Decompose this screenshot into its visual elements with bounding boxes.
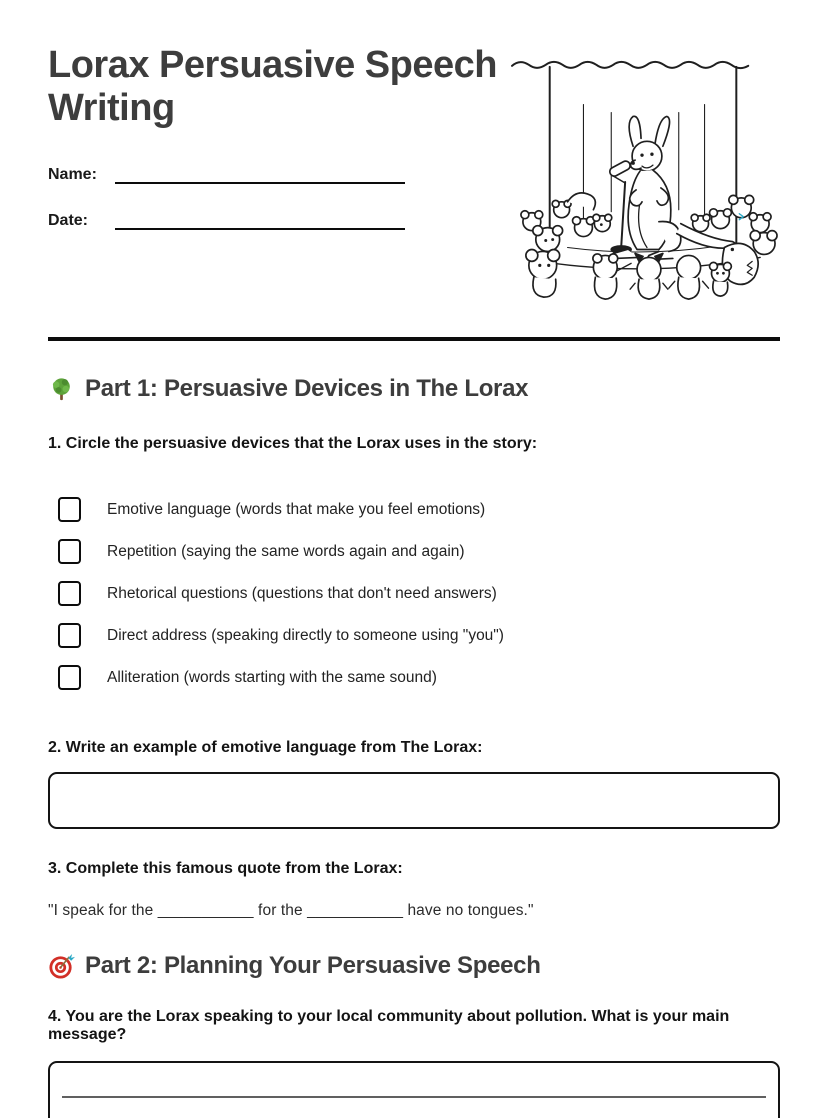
option-repetition[interactable] (58, 539, 780, 564)
question4-answer-box[interactable] (48, 1061, 780, 1118)
date-input[interactable] (115, 210, 405, 230)
name-label: Name: (48, 165, 97, 183)
question3-prompt: 3. Complete this famous quote from the Lorax: (48, 860, 403, 877)
checkbox-icon[interactable] (58, 581, 81, 606)
option-emotive-language[interactable] (58, 497, 780, 522)
question2-answer-box[interactable] (48, 772, 780, 829)
section-divider (48, 337, 780, 341)
question4-prompt: 4. You are the Lorax speaking to your local community about pollution. What is your main message? (48, 1008, 730, 1043)
option-label: Repetition (saying the same words again and again) (107, 542, 465, 560)
checkbox-icon[interactable] (58, 665, 81, 690)
target-icon (48, 953, 75, 980)
header-left (48, 44, 510, 230)
part2-heading-label: Part 2: Planning Your Persuasive Speech (85, 952, 541, 979)
header (48, 0, 780, 307)
page-title: Lorax Persuasive Speech Writing (48, 44, 497, 129)
option-rhetorical-questions[interactable] (58, 581, 780, 606)
checkbox-icon[interactable] (58, 623, 81, 648)
part1-heading (48, 375, 780, 403)
name-input[interactable] (115, 164, 405, 184)
option-label: Rhetorical questions (questions that don't need answers) (107, 584, 497, 602)
writing-line (62, 1096, 766, 1098)
name-field-row (48, 160, 510, 184)
persuasive-device-options (58, 497, 780, 690)
option-label: Alliteration (words starting with the same sound) (107, 668, 437, 686)
lorax-quote-fill-in: "I speak for the ___________ for the ___________ have no tongues." (48, 902, 534, 919)
tree-icon (48, 376, 75, 403)
option-direct-address[interactable] (58, 623, 780, 648)
checkbox-icon[interactable] (58, 539, 81, 564)
part2-heading (48, 952, 780, 980)
option-label: Emotive language (words that make you feel emotions) (107, 500, 486, 518)
checkbox-icon[interactable] (58, 497, 81, 522)
part1-heading-label: Part 1: Persuasive Devices in The Lorax (85, 375, 529, 402)
option-label: Direct address (speaking directly to someone using "you") (107, 626, 504, 644)
date-label: Date: (48, 211, 89, 229)
question2-prompt: 2. Write an example of emotive language from The Lorax: (48, 739, 483, 756)
date-field-row (48, 206, 510, 230)
kangaroo-stage-illustration (510, 52, 780, 307)
option-alliteration[interactable] (58, 665, 780, 690)
question1-prompt: 1. Circle the persuasive devices that the Lorax uses in the story: (48, 435, 538, 452)
